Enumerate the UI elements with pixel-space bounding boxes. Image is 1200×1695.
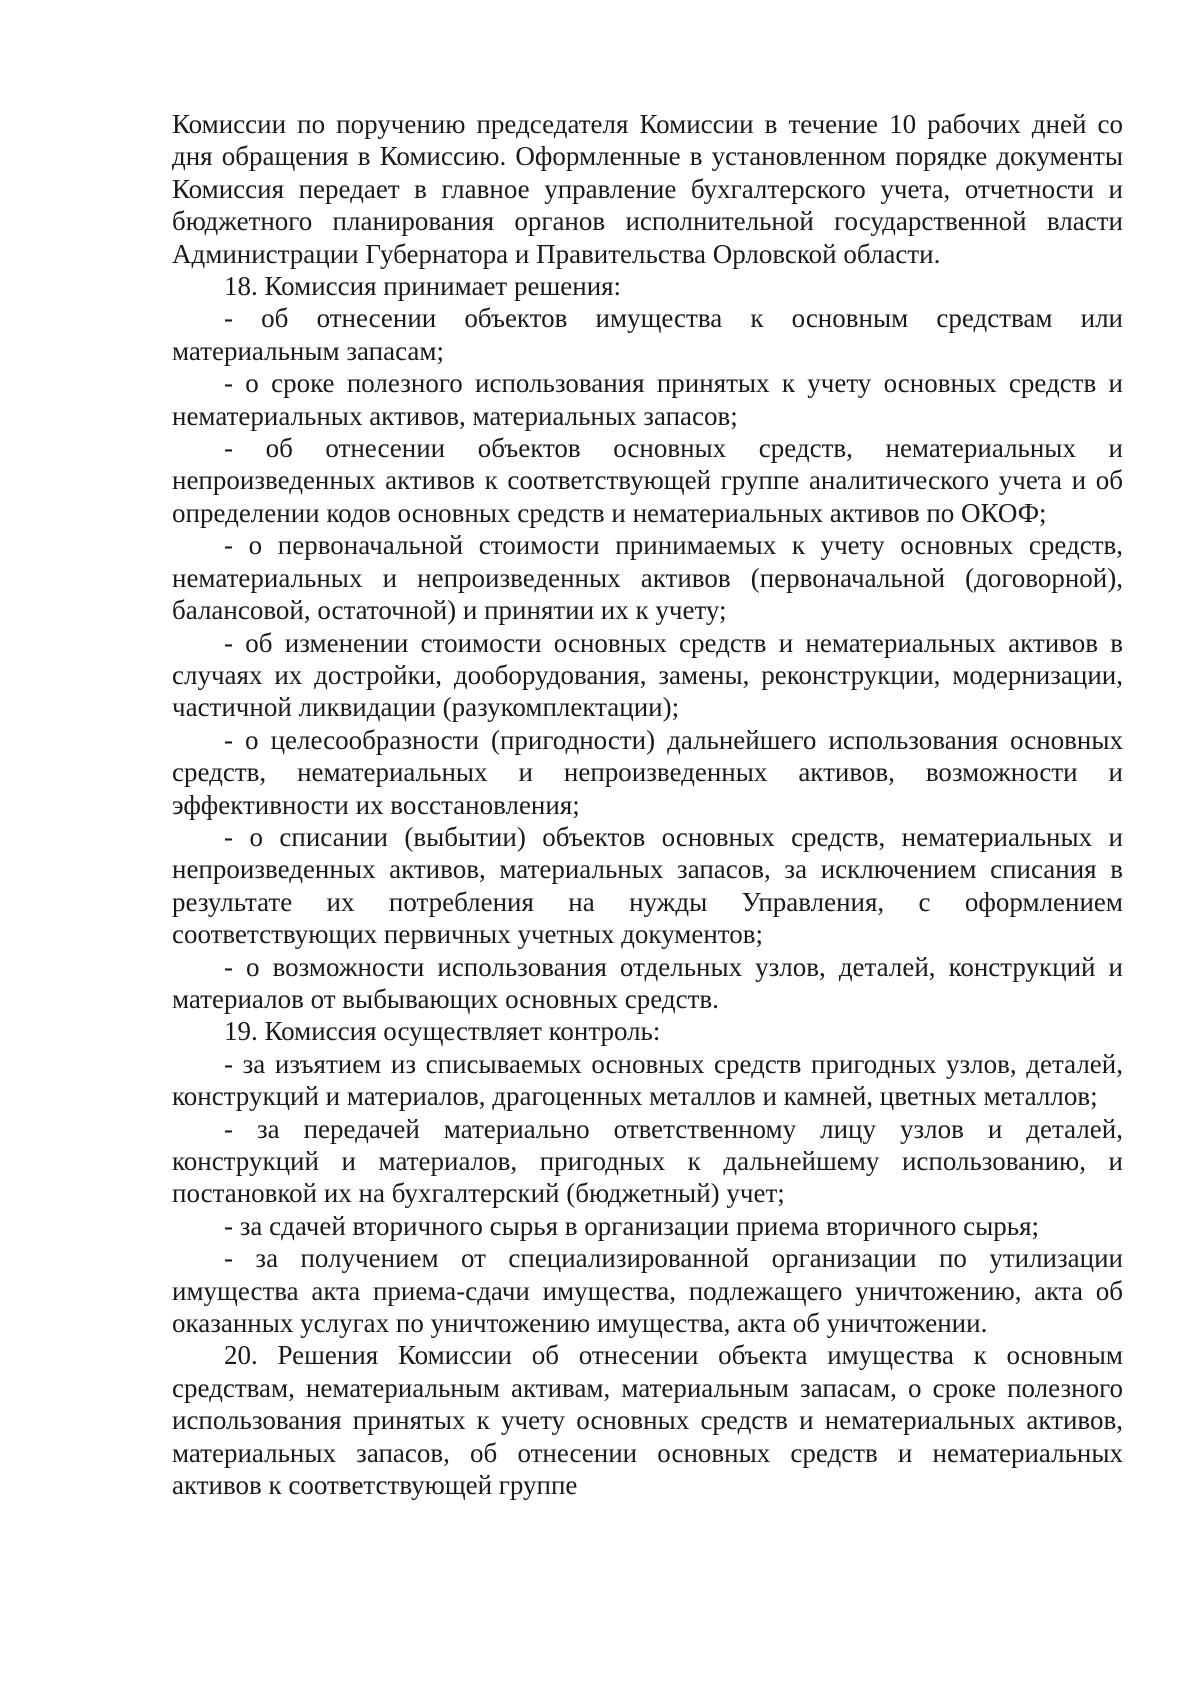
- clause-18-item: - об отнесении объектов основных средств, нематериальных и непроизведенных активов к соответствующей группе аналитического учета и об определении кодов основных средств и нематериальных активов по ОКОФ;: [172, 433, 1123, 528]
- clause-19-item: - за передачей материально ответственному лицу узлов и деталей, конструкций и материалов, пригодных к дальнейшему использованию, и постановкой их на бухгалтерский (бюджетный) учет;: [172, 1113, 1123, 1209]
- paragraph-continuation: Комиссии по поручению председателя Комиссии в течение 10 рабочих дней со дня обращения в Комиссию. Оформленные в установленном порядке документы Комиссия передает в главное управление бухгалтерского учета, отчетности и бюджетного планирования органов исполнительной государственной власти Администрации Губернатора и Правительства Орловской области.: [172, 109, 1123, 269]
- clause-18-item: - об изменении стоимости основных средств и нематериальных активов в случаях их достройки, дооборудования, замены, реконструкции, модернизации, частичной ликвидации (разукомплектации);: [172, 627, 1123, 723]
- clause-18-item: - о первоначальной стоимости принимаемых к учету основных средств, нематериальных и непроизведенных активов (первоначальной (договорной), балансовой, остаточной) и принятии их к учету;: [172, 530, 1123, 626]
- clause-19-item: - за изъятием из списываемых основных средств пригодных узлов, деталей, конструкций и материалов, драгоценных металлов и камней, цветных металлов;: [172, 1048, 1123, 1112]
- clause-18-item: - о возможности использования отдельных узлов, деталей, конструкций и материалов от выбывающих основных средств.: [172, 951, 1123, 1014]
- clause-18-item: - о сроке полезного использования принятых к учету основных средств и нематериальных активов, материальных запасов;: [172, 368, 1123, 431]
- clause-18-heading: 18. Комиссия принимает решения:: [224, 271, 622, 302]
- clause-19-item: - за сдачей вторичного сырья в организации приема вторичного сырья;: [224, 1210, 1040, 1241]
- clause-18-item: - о списании (выбытии) объектов основных средств, нематериальных и непроизведенных активов, материальных запасов, за исключением списания в результате их потребления на нужды Управления, с оформлением соответствующих первичных учетных документов;: [172, 821, 1123, 950]
- clause-18-item: - об отнесении объектов имущества к основным средствам или материальным запасам;: [172, 303, 1123, 366]
- clause-18-item: - о целесообразности (пригодности) дальнейшего использования основных средств, нематериальных и непроизведенных активов, возможности и эффективности их восстановления;: [172, 724, 1123, 820]
- document-body: [172, 108, 1123, 1501]
- clause-19-heading: 19. Комиссия осуществляет контроль:: [224, 1016, 661, 1047]
- clause-19-item: - за получением от специализированной организации по утилизации имущества акта приема-сдачи имущества, подлежащего уничтожению, акта об оказанных услугах по уничтожению имущества, акта об уничтожении.: [172, 1243, 1123, 1339]
- clause-20-paragraph: 20. Решения Комиссии об отнесении объекта имущества к основным средствам, нематериальным активам, материальным запасам, о сроке полезного использования принятых к учету основных средств и нематериальных активов, материальных запасов, об отнесении основных средств и нематериальных активов к соответствующей группе: [172, 1340, 1123, 1501]
